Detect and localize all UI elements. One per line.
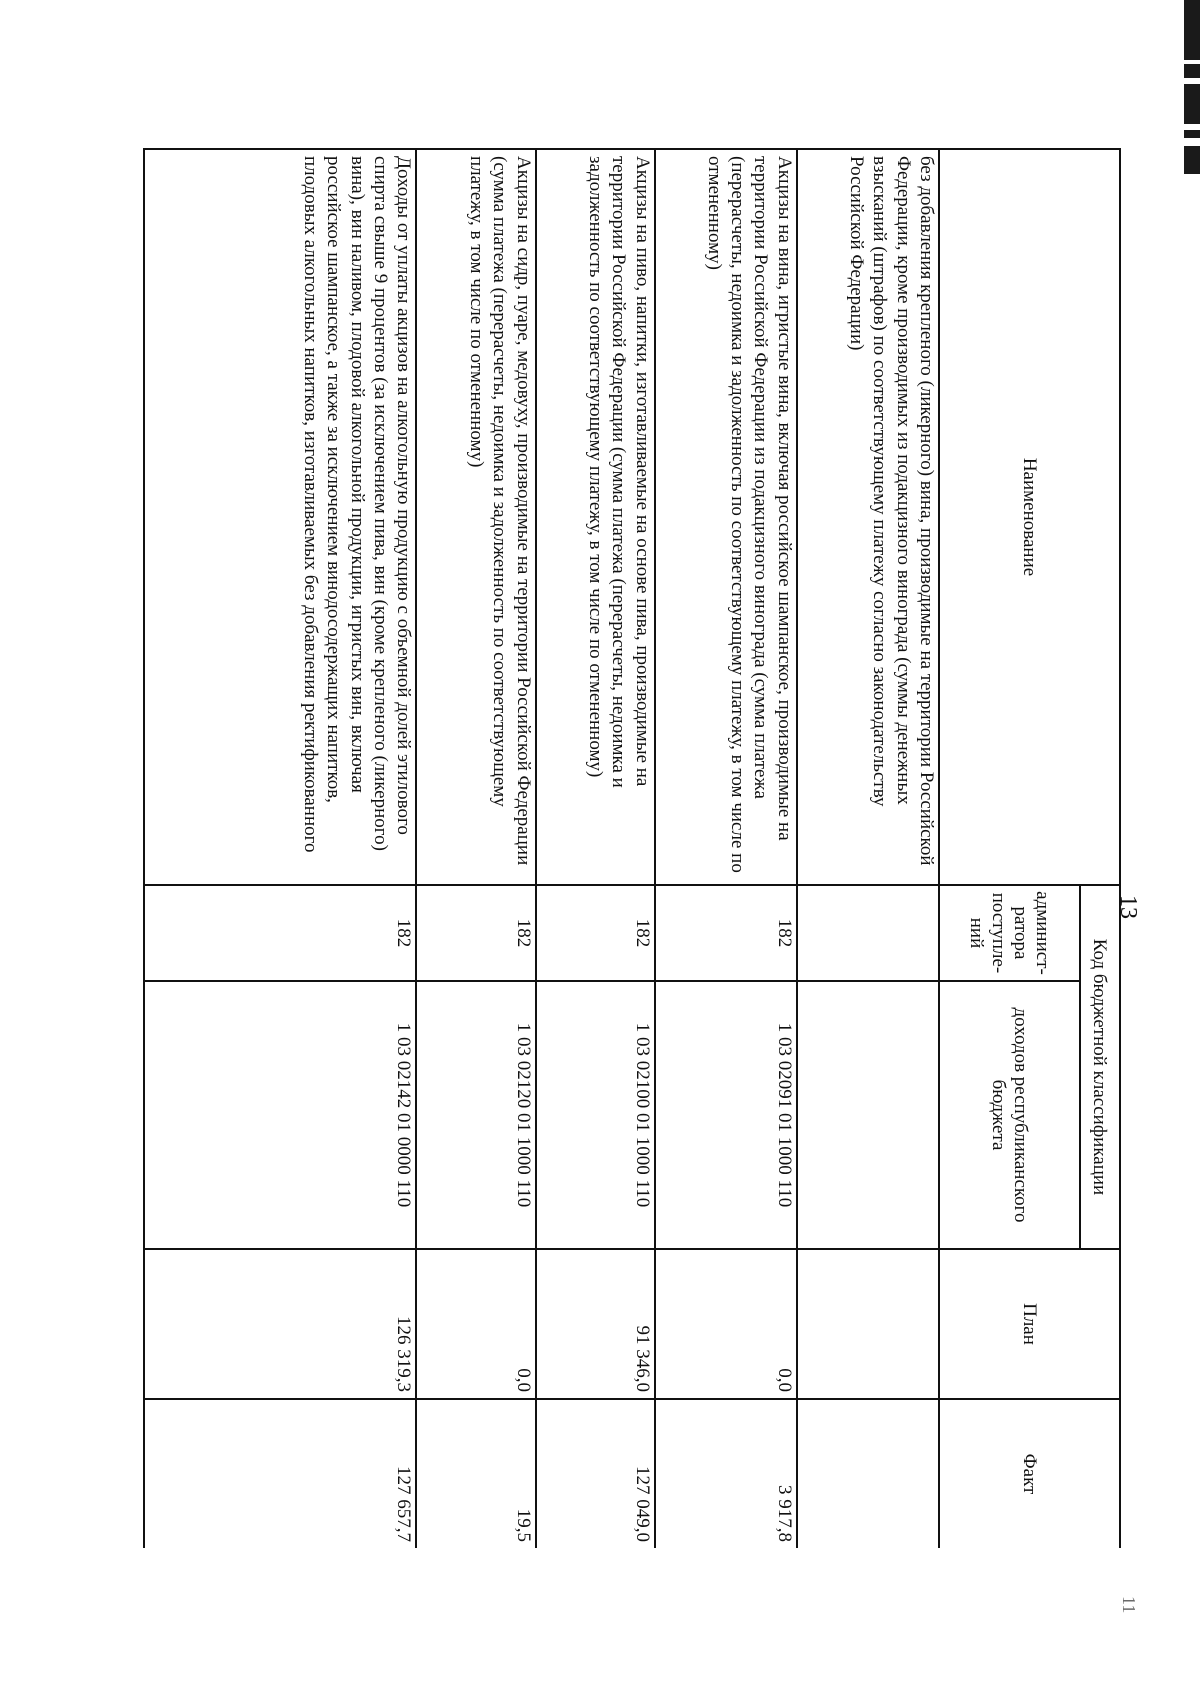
row-plan	[797, 1249, 939, 1399]
budget-table-region	[143, 148, 1121, 1548]
row-plan: 0,0	[416, 1249, 535, 1399]
header-plan: План	[939, 1249, 1120, 1399]
row-admin-code: 182	[655, 885, 797, 981]
row-name: Акцизы на вина, игристые вина, включая российское шампанское, производимые на территории Российской Федерации из подакцизного винограда (сумма платежа (перерасчеты, недоимка и задолженность по соответствующему платежу, в том числе по отмененному)	[655, 149, 797, 885]
footer-mark: 11	[1119, 1596, 1139, 1614]
scan-edge-artifact	[1180, 0, 1200, 180]
row-admin-code: 182	[416, 885, 535, 981]
table-row	[797, 149, 939, 1548]
row-fact	[797, 1399, 939, 1548]
row-fact: 19,5	[416, 1399, 535, 1548]
row-name: Акцизы на сидр, пуаре, медовуху, производимые на территории Российской Федерации (сумма платежа (перерасчеты, недоимка и задолженность по соответствующему платежу, в том числе по отмененному)	[416, 149, 535, 885]
row-admin-code: 182	[144, 885, 416, 981]
row-fact: 127 657,7	[144, 1399, 416, 1548]
table-row	[655, 149, 797, 1548]
row-plan: 126 319,3	[144, 1249, 416, 1399]
header-fact: Факт	[939, 1399, 1120, 1548]
row-income-code: 1 03 02142 01 0000 110	[144, 981, 416, 1249]
page-number: 13	[1115, 895, 1141, 919]
row-name: Доходы от уплаты акцизов на алкогольную продукцию с объемной долей этилового спирта свыше 9 процентов (за исключением пива, вин (кроме крепленого (ликерного) вина), вин наливом, плодовой алкогольной продукции, игристых вин, включая российское шампанское, а также за исключением винодосодержащих напитков, плодовых алкогольных напитков, изготавливаемых без добавления ректификованного	[144, 149, 416, 885]
rotated-page-content	[143, 148, 1121, 1548]
table-row	[144, 149, 416, 1548]
row-income-code: 1 03 02091 01 1000 110	[655, 981, 797, 1249]
header-admin: админист-ратора поступле-ний	[939, 885, 1080, 981]
table-row	[416, 149, 535, 1548]
row-plan: 0,0	[655, 1249, 797, 1399]
row-income-code: 1 03 02100 01 1000 110	[536, 981, 655, 1249]
table-row	[536, 149, 655, 1548]
budget-table	[143, 148, 1121, 1548]
header-code-group: Код бюджетной классификации	[1080, 885, 1120, 1249]
header-name: Наименование	[939, 149, 1120, 885]
row-fact: 3 917,8	[655, 1399, 797, 1548]
row-name: без добавления крепленого (ликерного) вина, производимые на территории Российской Федерации, кроме производимых из подакцизного винограда (суммы денежных взысканий (штрафов) по соответствующему платежу согласно законодательству Российской Федерации)	[797, 149, 939, 885]
row-admin-code: 182	[536, 885, 655, 981]
row-name: Акцизы на пиво, напитки, изготавливаемые на основе пива, производимые на территории Российской Федерации (сумма платежа (перерасчеты, недоимка и задолженность по соответствующему платежу, в том числе по отмененному)	[536, 149, 655, 885]
header-income: доходов республиканского бюджета	[939, 981, 1080, 1249]
row-fact: 127 049,0	[536, 1399, 655, 1548]
row-plan: 91 346,0	[536, 1249, 655, 1399]
row-income-code: 1 03 02120 01 1000 110	[416, 981, 535, 1249]
row-income-code	[797, 981, 939, 1249]
row-admin-code	[797, 885, 939, 981]
